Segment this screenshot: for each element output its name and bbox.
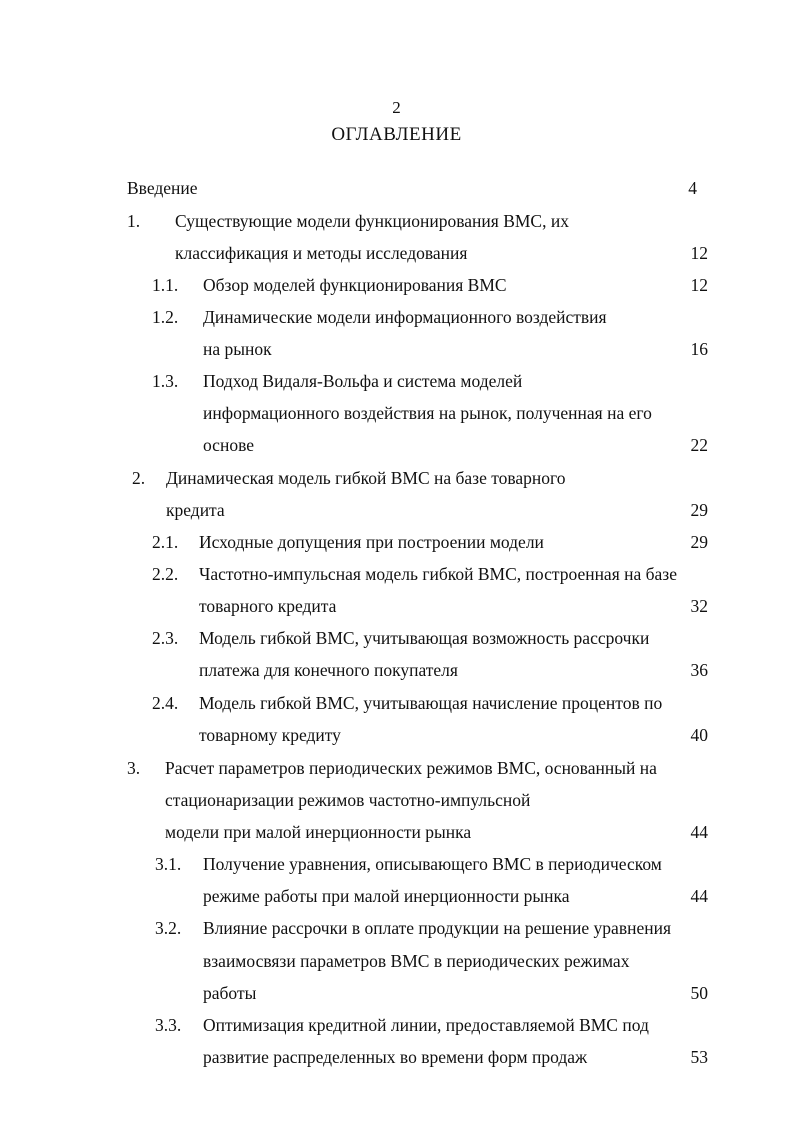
toc-s2-2-title-line2: товарного кредита [199, 596, 337, 616]
toc-s2-2-page: 32 [690, 596, 708, 616]
toc-s2-4-page: 40 [690, 725, 708, 745]
toc-ch3-title-line2: стационаризации режимов частотно-импульсной [165, 790, 531, 810]
toc-ch1-title-line1: Существующие модели функционирования ВМС, их [175, 211, 569, 231]
toc-s1-1-title: Обзор моделей функционирования ВМС [203, 275, 507, 295]
toc-ch2-title-line2: кредита [166, 500, 225, 520]
toc-s1-2-page: 16 [690, 339, 708, 359]
toc-s3-3-title-line1: Оптимизация кредитной линии, предоставляемой ВМС под [203, 1015, 649, 1035]
toc-s2-2-title-line1: Частотно-импульсная модель гибкой ВМС, построенная на базе [199, 564, 677, 584]
toc-s3-2-number: 3.2. [155, 918, 182, 938]
toc-s3-2-page: 50 [690, 983, 708, 1003]
toc-s2-1-title: Исходные допущения при построении модели [199, 532, 544, 552]
toc-ch2-number: 2. [132, 468, 146, 488]
toc-s3-1-page: 44 [690, 886, 708, 906]
toc-s1-3-number: 1.3. [152, 371, 179, 391]
toc-s1-3-page: 22 [690, 435, 708, 455]
toc-s3-1-number: 3.1. [155, 854, 182, 874]
toc-s3-3-page: 53 [690, 1047, 708, 1067]
toc-s2-3-title-line1: Модель гибкой ВМС, учитывающая возможность рассрочки [199, 628, 650, 648]
toc-ch1-page: 12 [690, 243, 708, 263]
toc-s2-3-number: 2.3. [152, 628, 179, 648]
toc-intro-title: Введение [127, 178, 198, 198]
toc-s2-3-page: 36 [690, 660, 708, 680]
page-title: ОГЛАВЛЕНИЕ [331, 124, 462, 145]
toc-intro-page: 4 [688, 178, 697, 198]
toc-s2-4-title-line2: товарному кредиту [199, 725, 341, 745]
toc-ch3-title-line3: модели при малой инерционности рынка [165, 822, 472, 842]
toc-s3-3-title-line2: развитие распределенных во времени форм продаж [203, 1047, 588, 1067]
toc-ch1-title-line2: классификация и методы исследования [175, 243, 468, 263]
toc-ch2-page: 29 [690, 500, 708, 520]
toc-s3-2-title-line3: работы [203, 983, 257, 1003]
toc-ch2-title-line1: Динамическая модель гибкой ВМС на базе товарного [166, 468, 566, 488]
toc-s2-1-page: 29 [690, 532, 708, 552]
toc-s3-1-title-line1: Получение уравнения, описывающего ВМС в периодическом [203, 854, 662, 874]
toc-ch3-page: 44 [690, 822, 708, 842]
toc-s3-3-number: 3.3. [155, 1015, 182, 1035]
toc-s1-3-title-line1: Подход Видаля-Вольфа и система моделей [203, 371, 523, 391]
toc-s2-4-title-line1: Модель гибкой ВМС, учитывающая начисление процентов по [199, 693, 663, 713]
toc-s1-2-title-line1: Динамические модели информационного воздействия [203, 307, 607, 327]
toc-s2-1-number: 2.1. [152, 532, 179, 552]
toc-s1-1-number: 1.1. [152, 275, 179, 295]
toc-s2-3-title-line2: платежа для конечного покупателя [199, 660, 458, 680]
page-number: 2 [392, 98, 401, 117]
toc-s1-2-number: 1.2. [152, 307, 179, 327]
toc-s1-3-title-line2: информационного воздействия на рынок, полученная на его [203, 403, 652, 423]
toc-s1-3-title-line3: основе [203, 435, 254, 455]
toc-ch3-title-line1: Расчет параметров периодических режимов ВМС, основанный на [165, 758, 657, 778]
toc-s1-1-page: 12 [690, 275, 708, 295]
toc-s2-2-number: 2.2. [152, 564, 179, 584]
toc-s3-2-title-line1: Влияние рассрочки в оплате продукции на решение уравнения [203, 918, 671, 938]
toc-s1-2-title-line2: на рынок [203, 339, 272, 359]
toc-ch1-number: 1. [127, 211, 141, 231]
toc-s2-4-number: 2.4. [152, 693, 179, 713]
toc-s3-1-title-line2: режиме работы при малой инерционности рынка [203, 886, 570, 906]
toc-ch3-number: 3. [127, 758, 141, 778]
toc-s3-2-title-line2: взаимосвязи параметров ВМС в периодических режимах [203, 951, 630, 971]
